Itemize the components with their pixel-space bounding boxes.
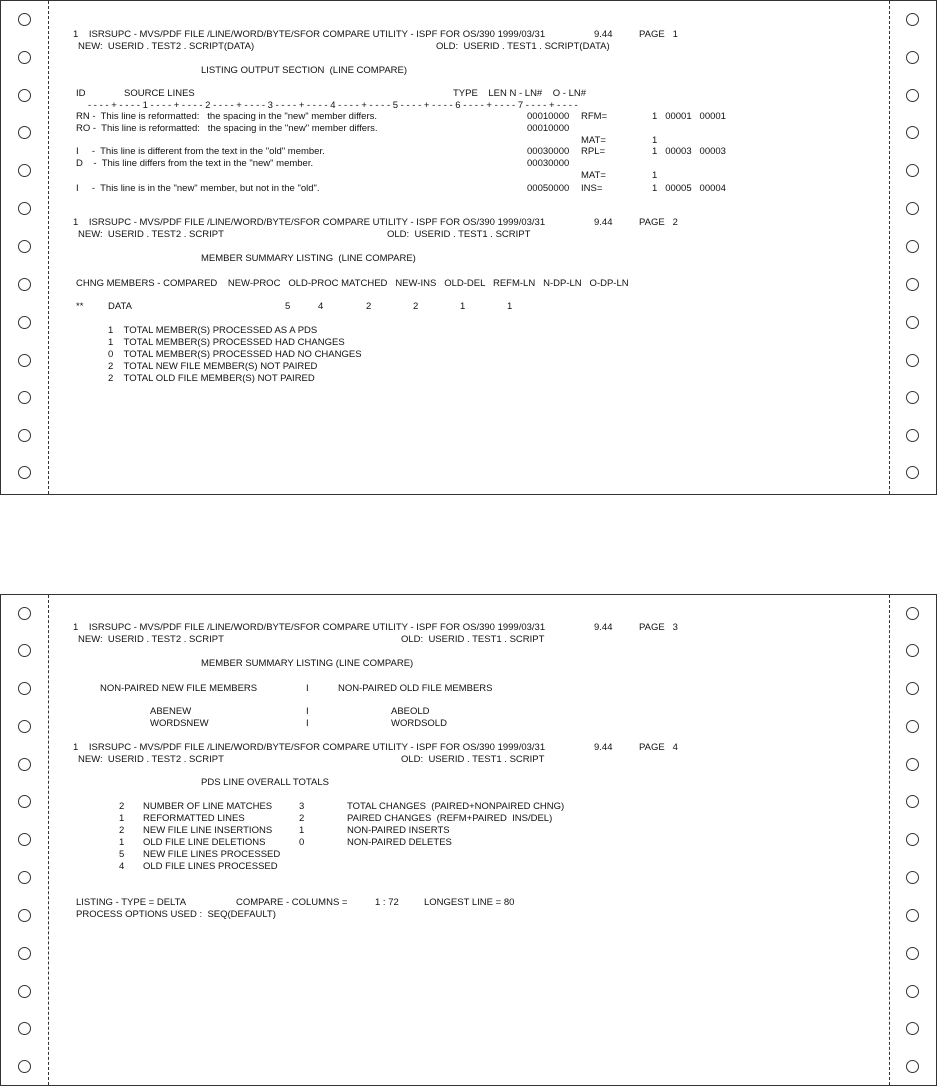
listing-line: INS= [581, 183, 603, 194]
listing-line: 00030000 [527, 158, 570, 169]
listing-line: OLD FILE LINES PROCESSED [143, 861, 278, 872]
listing-line: RO - This line is reformatted: the spacing in the "new" member differs. [76, 123, 378, 134]
listing-line: 00030000 [527, 146, 570, 157]
listing-line: ID [76, 88, 86, 99]
listing-line: 1 00001 00001 [652, 111, 726, 122]
listing-line: RN - This line is reformatted: the spacing in the "new" member differs. [76, 111, 378, 122]
right-perforation-line [889, 1, 890, 494]
listing-line: 9.44 [594, 622, 613, 633]
tractor-feed-hole-icon [906, 985, 919, 998]
listing-line: D - This line differs from the text in the "new" member. [76, 158, 314, 169]
tractor-feed-hole-icon [18, 947, 31, 960]
tractor-feed-hole-icon [18, 202, 31, 215]
listing-line: 1 TOTAL MEMBER(S) PROCESSED AS A PDS [108, 325, 318, 336]
listing-line: 5 [119, 849, 125, 860]
listing-line: MAT= [581, 135, 606, 146]
listing-line: DATA [108, 301, 132, 312]
printout-sheet-2 [0, 594, 937, 1086]
listing-line: 1 [119, 837, 125, 848]
tractor-feed-hole-icon [906, 466, 919, 479]
left-perforation-line [48, 1, 49, 494]
listing-line: NEW: USERID . TEST2 . SCRIPT [78, 754, 224, 765]
listing-line: NEW: USERID . TEST2 . SCRIPT(DATA) [78, 41, 255, 52]
tractor-feed-hole-icon [18, 89, 31, 102]
listing-line: 1 00005 00004 [652, 183, 726, 194]
listing-line: PDS LINE OVERALL TOTALS [201, 777, 329, 788]
tractor-feed-hole-icon [906, 720, 919, 733]
listing-line: 2 [366, 301, 372, 312]
listing-line: MEMBER SUMMARY LISTING (LINE COMPARE) [201, 658, 414, 669]
tractor-feed-hole-icon [906, 758, 919, 771]
tractor-feed-hole-icon [18, 758, 31, 771]
listing-line: 1 [460, 301, 466, 312]
tractor-feed-hole-icon [18, 466, 31, 479]
listing-line: RPL= [581, 146, 606, 157]
tractor-feed-hole-icon [906, 947, 919, 960]
tractor-feed-hole-icon [18, 985, 31, 998]
listing-line: 3 [299, 801, 305, 812]
left-perforation-line [48, 595, 49, 1085]
listing-line: TYPE LEN N - LN# O - LN# [453, 88, 587, 99]
listing-line: 1 : 72 [375, 897, 399, 908]
tractor-feed-hole-icon [906, 126, 919, 139]
tractor-feed-hole-icon [18, 316, 31, 329]
tractor-feed-hole-icon [906, 1022, 919, 1035]
listing-line: 1 [507, 301, 513, 312]
listing-line: 2 [413, 301, 419, 312]
listing-line: PAIRED CHANGES (REFM+PAIRED INS/DEL) [347, 813, 553, 824]
listing-line: 1 [119, 813, 125, 824]
printout-sheet-1 [0, 0, 937, 495]
listing-line: OLD FILE LINE DELETIONS [143, 837, 266, 848]
listing-line: 1 ISRSUPC - MVS/PDF FILE /LINE/WORD/BYTE/SFOR COMPARE UTILITY - ISPF FOR OS/390 1999/03/31 [73, 742, 546, 753]
tractor-feed-hole-icon [906, 429, 919, 442]
listing-line: RFM= [581, 111, 608, 122]
listing-line: NEW: USERID . TEST2 . SCRIPT [78, 634, 224, 645]
tractor-feed-hole-icon [906, 391, 919, 404]
listing-line: 00010000 [527, 123, 570, 134]
listing-line: 2 [119, 825, 125, 836]
listing-line: 2 TOTAL OLD FILE MEMBER(S) NOT PAIRED [108, 373, 315, 384]
listing-line: 0 [299, 837, 305, 848]
listing-line: OLD: USERID . TEST1 . SCRIPT [401, 634, 545, 645]
tractor-feed-hole-icon [18, 833, 31, 846]
listing-line: CHNG MEMBERS - COMPARED NEW-PROC OLD-PROC MATCHED NEW-INS OLD-DEL REFM-LN N-DP-LN O-DP-LN [76, 278, 629, 289]
tractor-feed-hole-icon [906, 13, 919, 26]
tractor-feed-hole-icon [18, 51, 31, 64]
tractor-feed-hole-icon [18, 871, 31, 884]
listing-line: 5 [285, 301, 291, 312]
tractor-feed-hole-icon [906, 682, 919, 695]
listing-line: LISTING - TYPE = DELTA [76, 897, 187, 908]
listing-line: 9.44 [594, 742, 613, 753]
tractor-feed-hole-icon [18, 164, 31, 177]
tractor-feed-hole-icon [906, 278, 919, 291]
listing-line: OLD: USERID . TEST1 . SCRIPT [387, 229, 531, 240]
tractor-feed-hole-icon [906, 51, 919, 64]
listing-line: 1 00003 00003 [652, 146, 726, 157]
tractor-feed-hole-icon [906, 795, 919, 808]
right-perforation-line [889, 595, 890, 1085]
listing-line: PAGE 4 [639, 742, 678, 753]
tractor-feed-hole-icon [18, 126, 31, 139]
tractor-feed-hole-icon [906, 354, 919, 367]
tractor-feed-hole-icon [18, 354, 31, 367]
listing-line: PAGE 3 [639, 622, 678, 633]
listing-line: NON-PAIRED NEW FILE MEMBERS [100, 683, 258, 694]
listing-line: MEMBER SUMMARY LISTING (LINE COMPARE) [201, 253, 416, 264]
tractor-feed-hole-icon [18, 1022, 31, 1035]
tractor-feed-hole-icon [18, 391, 31, 404]
listing-line: NON-PAIRED DELETES [347, 837, 452, 848]
tractor-feed-hole-icon [18, 1060, 31, 1073]
tractor-feed-hole-icon [906, 607, 919, 620]
listing-line: OLD: USERID . TEST1 . SCRIPT(DATA) [436, 41, 610, 52]
listing-line: SOURCE LINES [124, 88, 195, 99]
listing-line: 1 [652, 135, 658, 146]
tractor-feed-hole-icon [906, 89, 919, 102]
listing-line: TOTAL CHANGES (PAIRED+NONPAIRED CHNG) [347, 801, 565, 812]
tractor-feed-hole-icon [18, 13, 31, 26]
listing-line: I [306, 683, 309, 694]
listing-line: 9.44 [594, 217, 613, 228]
listing-line: PAGE 2 [639, 217, 678, 228]
listing-line: ABEOLD [391, 706, 430, 717]
listing-line: 1 [299, 825, 305, 836]
tractor-feed-hole-icon [18, 795, 31, 808]
listing-line: NUMBER OF LINE MATCHES [143, 801, 273, 812]
tractor-feed-hole-icon [18, 278, 31, 291]
listing-line: NEW: USERID . TEST2 . SCRIPT [78, 229, 224, 240]
listing-line: NEW FILE LINES PROCESSED [143, 849, 281, 860]
tractor-feed-hole-icon [906, 202, 919, 215]
listing-line: WORDSNEW [150, 718, 209, 729]
listing-line: 2 [119, 801, 125, 812]
listing-line: COMPARE - COLUMNS = [236, 897, 348, 908]
tractor-feed-hole-icon [18, 682, 31, 695]
listing-line: 1 TOTAL MEMBER(S) PROCESSED HAD CHANGES [108, 337, 345, 348]
listing-line: 4 [318, 301, 324, 312]
listing-line: NEW FILE LINE INSERTIONS [143, 825, 273, 836]
listing-line: 00010000 [527, 111, 570, 122]
listing-line: - - - - + - - - - 1 - - - - + - - - - 2 - - - - + - - - - 3 - - - - + - - - - 4 - - - - + - - - - 5 - - - - + - - - - 6 - - - - + - - - - 7 - - - - + - - - - [88, 100, 578, 111]
tractor-feed-hole-icon [18, 909, 31, 922]
tractor-feed-hole-icon [906, 871, 919, 884]
listing-line: 00050000 [527, 183, 570, 194]
tractor-feed-hole-icon [906, 316, 919, 329]
listing-line: 9.44 [594, 29, 613, 40]
listing-line: NON-PAIRED OLD FILE MEMBERS [338, 683, 493, 694]
listing-line: NON-PAIRED INSERTS [347, 825, 450, 836]
listing-line: 1 ISRSUPC - MVS/PDF FILE /LINE/WORD/BYTE/SFOR COMPARE UTILITY - ISPF FOR OS/390 1999/03/31 [73, 622, 546, 633]
tractor-feed-hole-icon [906, 240, 919, 253]
listing-line: I [306, 718, 309, 729]
listing-line: 1 ISRSUPC - MVS/PDF FILE /LINE/WORD/BYTE/SFOR COMPARE UTILITY - ISPF FOR OS/390 1999/03/31 [73, 29, 546, 40]
tractor-feed-hole-icon [18, 720, 31, 733]
listing-line: ** [76, 301, 84, 312]
listing-line: I [306, 706, 309, 717]
listing-line: REFORMATTED LINES [143, 813, 245, 824]
listing-line: 0 TOTAL MEMBER(S) PROCESSED HAD NO CHANGES [108, 349, 362, 360]
listing-line: MAT= [581, 170, 606, 181]
tractor-feed-hole-icon [18, 429, 31, 442]
listing-line: ABENEW [150, 706, 192, 717]
tractor-feed-hole-icon [18, 607, 31, 620]
listing-line: LONGEST LINE = 80 [424, 897, 515, 908]
listing-line: WORDSOLD [391, 718, 447, 729]
tractor-feed-hole-icon [906, 1060, 919, 1073]
tractor-feed-hole-icon [906, 833, 919, 846]
listing-line: I - This line is in the "new" member, but not in the "old". [76, 183, 320, 194]
tractor-feed-hole-icon [18, 240, 31, 253]
listing-line: LISTING OUTPUT SECTION (LINE COMPARE) [201, 65, 408, 76]
tractor-feed-hole-icon [906, 909, 919, 922]
listing-line: I - This line is different from the text in the "old" member. [76, 146, 325, 157]
listing-line: PROCESS OPTIONS USED : SEQ(DEFAULT) [76, 909, 276, 920]
listing-line: PAGE 1 [639, 29, 678, 40]
listing-line: 2 [299, 813, 305, 824]
listing-line: 1 [652, 170, 658, 181]
tractor-feed-hole-icon [906, 644, 919, 657]
listing-line: 2 TOTAL NEW FILE MEMBER(S) NOT PAIRED [108, 361, 318, 372]
listing-line: OLD: USERID . TEST1 . SCRIPT [401, 754, 545, 765]
tractor-feed-hole-icon [18, 644, 31, 657]
listing-line: 1 ISRSUPC - MVS/PDF FILE /LINE/WORD/BYTE/SFOR COMPARE UTILITY - ISPF FOR OS/390 1999/03/31 [73, 217, 546, 228]
tractor-feed-hole-icon [906, 164, 919, 177]
listing-line: 4 [119, 861, 125, 872]
